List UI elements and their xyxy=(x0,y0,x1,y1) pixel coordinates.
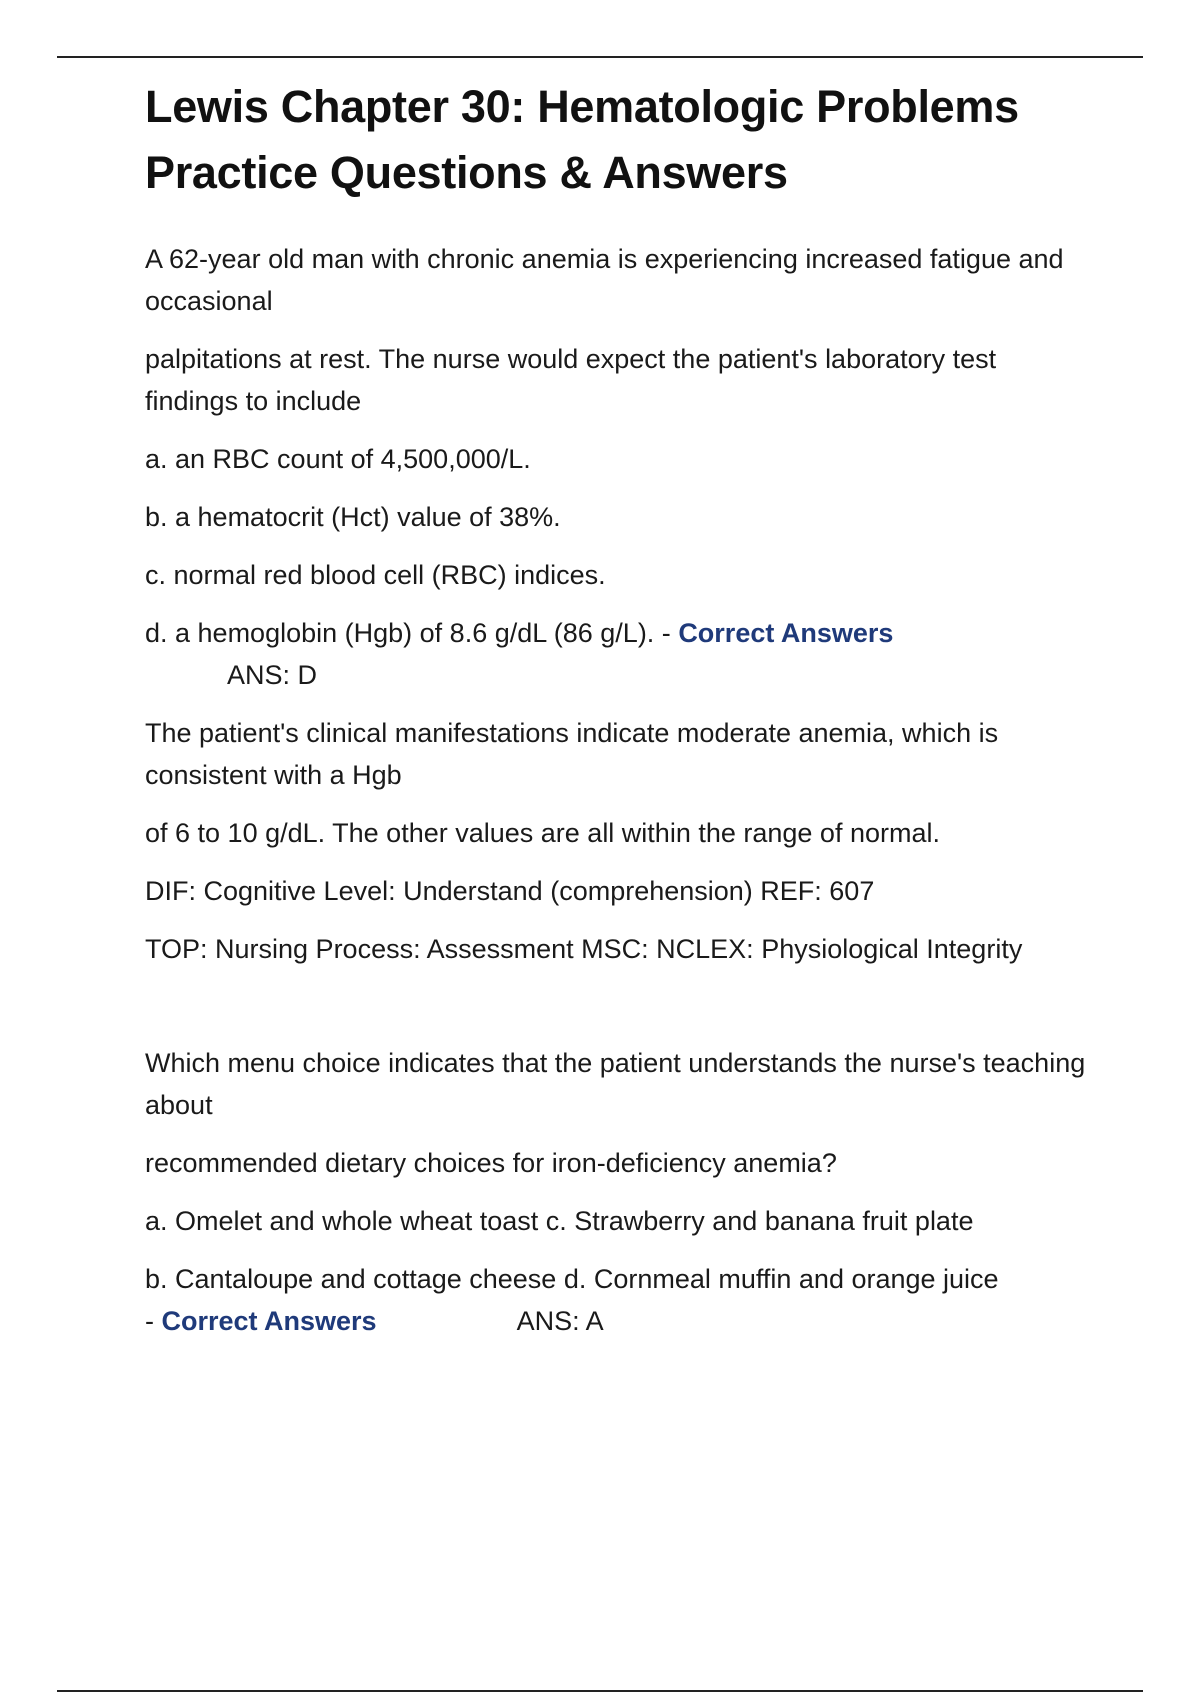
q1-dif: DIF: Cognitive Level: Understand (comprehension) REF: 607 xyxy=(145,876,875,906)
q1-rationale-line-2: of 6 to 10 g/dL. The other values are all within the range of normal. xyxy=(145,818,940,848)
q1-rationale-line-1: The patient's clinical manifestations indicate moderate anemia, which is consistent with a Hgb xyxy=(145,718,999,790)
q1-stem-line-1: A 62-year old man with chronic anemia is experiencing increased fatigue and occasional xyxy=(145,244,1064,316)
document-title: Lewis Chapter 30: Hematologic Problems Practice Questions & Answers xyxy=(145,81,1019,198)
q1-correct-answers-label: Correct Answers xyxy=(678,618,894,648)
q1-option-d-text: d. a hemoglobin (Hgb) of 8.6 g/dL (86 g/L). - xyxy=(145,618,679,648)
q1-stem-line-2: palpitations at rest. The nurse would expect the patient's laboratory test findings to include xyxy=(145,344,997,416)
q1-option-c: c. normal red blood cell (RBC) indices. xyxy=(145,560,606,590)
q2-correct-answers-label: Correct Answers xyxy=(161,1306,377,1336)
q1-top: TOP: Nursing Process: Assessment MSC: NCLEX: Physiological Integrity xyxy=(145,934,1023,964)
question-2 xyxy=(145,1042,1095,1342)
q2-dash: - xyxy=(145,1306,162,1336)
document-body xyxy=(145,74,1095,1342)
q1-option-d xyxy=(145,612,1095,696)
bottom-rule xyxy=(57,1690,1143,1692)
q2-options-b-d xyxy=(145,1258,1095,1342)
q2-answer: ANS: A xyxy=(516,1306,604,1336)
question-1 xyxy=(145,238,1095,970)
q2-options-b-d-text: b. Cantaloupe and cottage cheese d. Cornmeal muffin and orange juice xyxy=(145,1264,999,1294)
q2-stem-line-1: Which menu choice indicates that the patient understands the nurse's teaching about xyxy=(145,1048,1086,1120)
top-rule xyxy=(57,56,1143,58)
q1-option-b: b. a hematocrit (Hct) value of 38%. xyxy=(145,502,561,532)
q1-answer: ANS: D xyxy=(227,660,318,690)
q1-option-a: a. an RBC count of 4,500,000/L. xyxy=(145,444,531,474)
q2-stem-line-2: recommended dietary choices for iron-deficiency anemia? xyxy=(145,1148,837,1178)
q2-options-a-c: a. Omelet and whole wheat toast c. Strawberry and banana fruit plate xyxy=(145,1206,974,1236)
